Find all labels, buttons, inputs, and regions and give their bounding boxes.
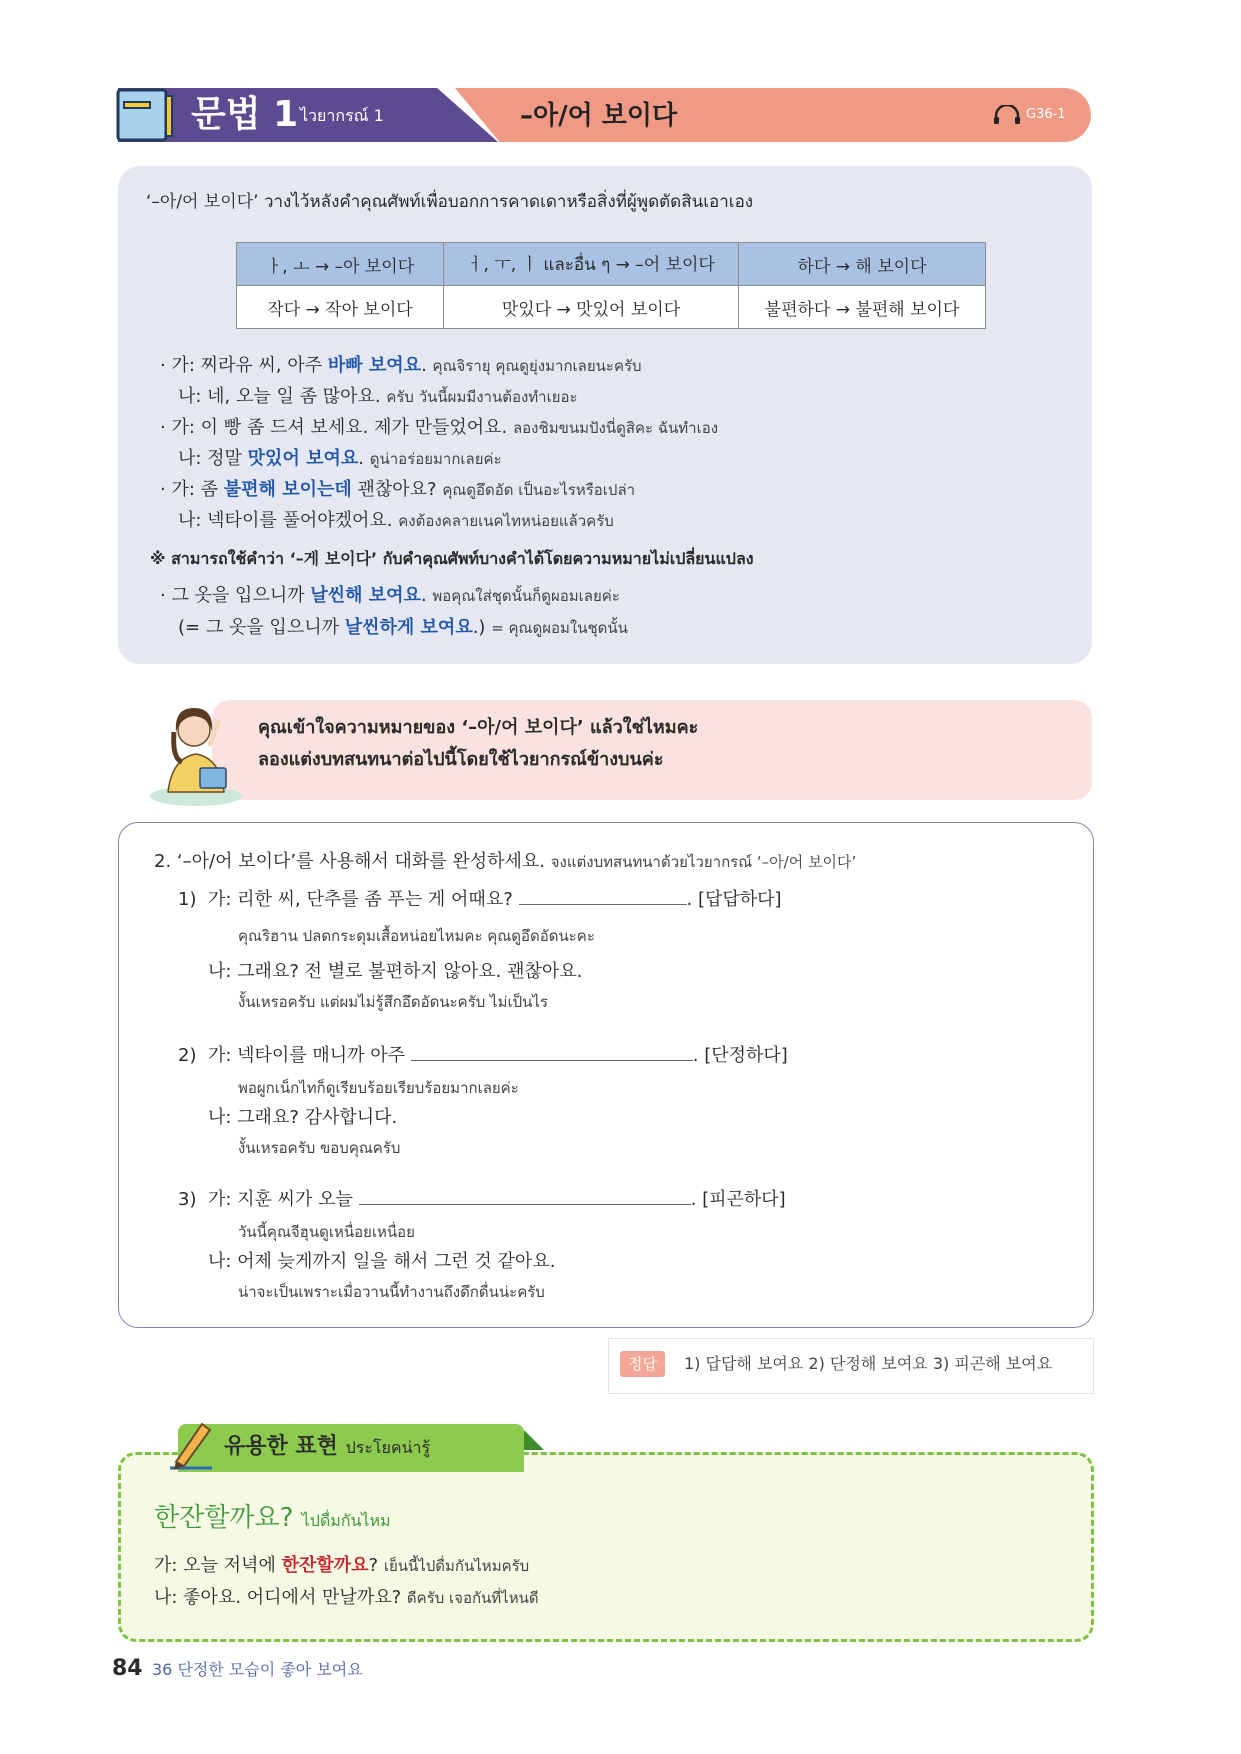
example-line	[178, 383, 578, 411]
item-ga: 가: 리한 씨, 단추를 좀 푸는 게 어때요?	[207, 889, 513, 910]
bullet: ·	[160, 417, 166, 438]
exercise-item-1	[178, 886, 782, 914]
example-line	[160, 476, 635, 504]
example-thai: = คุณดูผอมในชุดนั้น	[491, 619, 628, 637]
useful-line-ga	[154, 1552, 529, 1580]
useful-tab-title	[224, 1432, 430, 1463]
answer-label: 정답	[620, 1351, 665, 1377]
example-highlight: 날씬해 보여요	[310, 585, 421, 606]
item-hint: . [답답하다]	[686, 889, 782, 910]
useful-expression-box	[118, 1452, 1094, 1642]
example-text: 나: 네, 오늘 일 좀 많아요.	[178, 386, 381, 407]
example-thai: ดูน่าอร่อยมากเลยค่ะ	[369, 450, 502, 468]
example-text: (= 그 옷을 입으니까	[178, 617, 345, 638]
useful-tab-th: ประโยคน่ารู้	[345, 1438, 431, 1457]
exercise-title	[154, 848, 856, 876]
answer-blank[interactable]	[519, 886, 687, 905]
table-cell: 작다 → 작아 보이다	[237, 286, 444, 329]
example-text-end: 괜찮아요?	[351, 479, 437, 500]
answer-blank[interactable]	[411, 1042, 693, 1061]
item-number: 2)	[178, 1045, 197, 1066]
audio-track[interactable]	[992, 104, 1066, 126]
item-ga-thai: พอผูกเน็กไทก็ดูเรียบร้อยเรียบร้อยมากเลยค่ะ	[238, 1079, 519, 1097]
example-text: 가: 이 빵 좀 드셔 보세요. 제가 만들었어요.	[171, 417, 508, 438]
example-text: 가: 찌라유 씨, 아주	[171, 355, 328, 376]
exercise-item-2	[178, 1042, 788, 1070]
item-hint: . [피곤하다]	[690, 1189, 786, 1210]
headphones-icon	[992, 105, 1022, 125]
tab-fold	[524, 1430, 544, 1450]
pencil-icon	[166, 1418, 216, 1472]
answer-text: 1) 답답해 보여요 2) 단정해 보여요 3) 피곤해 보여요	[684, 1354, 1053, 1373]
item-na-thai: งั้นเหรอครับ ขอบคุณครับ	[238, 1139, 401, 1157]
usage-note: ※ สามารถใช้คำว่า ‘–게 보이다’ กับคำคุณศัพท์บางคำได้โดยความหมายไม่เปลี่ยนแปลง	[150, 549, 754, 568]
example-thai: คุณจิรายุ คุณดูยุ่งมากเลยนะครับ	[432, 357, 642, 375]
bullet: ·	[160, 479, 166, 500]
grammar-intro: ‘–아/어 보이다’ วางไว้หลังคำคุณศัพท์เพื่อบอกการคาดเดาหรือสิ่งที่ผู้พูดตัดสินเอาเอง	[146, 192, 754, 212]
example-thai: พอคุณใส่ชุดนั้นก็ดูผอมเลยค่ะ	[432, 587, 620, 605]
teacher-line-2: ลองแต่งบทสนทนาต่อไปนี้โดยใช้ไวยากรณ์ข้างบนค่ะ	[258, 749, 664, 770]
teacher-illustration	[146, 696, 246, 806]
useful-phrase-ko: 한잔할까요?	[154, 1503, 294, 1533]
page-subtitle: ไวยากรณ์ 1	[300, 106, 384, 125]
example-text-end: .	[358, 448, 365, 469]
example-text: 나: 넥타이를 풀어야겠어요.	[178, 510, 393, 531]
book-icon	[116, 86, 174, 144]
example-text-end: .)	[472, 617, 486, 638]
chapter-title: 36 단정한 모습이 좋아 보여요	[152, 1660, 363, 1679]
example-thai: ครับ วันนี้ผมมีงานต้องทำเยอะ	[386, 388, 578, 406]
item-na: 나: 어제 늦게까지 일을 해서 그런 것 같아요.	[208, 1251, 556, 1272]
table-cell: 맛있다 → 맛있어 보이다	[444, 286, 739, 329]
item-ga-thai: คุณริฮาน ปลดกระดุมเสื้อหน่อยไหมคะ คุณดูอึดอัดนะคะ	[238, 927, 595, 945]
example-highlight: 바빠 보여요	[327, 355, 422, 376]
item-ga: 가: 지훈 씨가 오늘	[207, 1189, 353, 1210]
useful-tab-ko: 유용한 표현	[224, 1434, 338, 1459]
example-thai: คงต้องคลายเนคไทหน่อยแล้วครับ	[398, 512, 614, 530]
exercise-title-th: จงแต่งบทสนทนาด้วยไวยากรณ์ ‘–아/어 보이다’	[550, 853, 857, 871]
useful-na-thai: ดีครับ เจอกันที่ไหนดี	[406, 1589, 539, 1607]
item-ga-thai: วันนี้คุณจีฮุนดูเหนื่อยเหนื่อย	[238, 1223, 415, 1241]
useful-ga-thai: เย็นนี้ไปดื่มกันไหมครับ	[383, 1557, 530, 1575]
table-header: ㅓ, ㅜ, ㅣ และอื่น ๆ → –어 보이다	[444, 243, 739, 286]
useful-na-text: 나: 좋아요. 어디에서 만날까요?	[154, 1587, 402, 1608]
item-hint: . [단정하다]	[692, 1045, 788, 1066]
example-line	[160, 414, 718, 442]
example-line	[178, 445, 502, 473]
item-na: 나: 그래요? 전 별로 불편하지 않아요. 괜찮아요.	[208, 961, 583, 982]
example-text-end: .	[420, 585, 427, 606]
example-text: · 그 옷을 입으니까	[160, 585, 311, 606]
example-highlight: 불편해 보이는데	[223, 479, 352, 500]
item-na: 나: 그래요? 감사합니다.	[208, 1107, 398, 1128]
item-na-thai: น่าจะเป็นเพราะเมื่อวานนี้ทำงานถึงดึกดื่นน่ะครับ	[238, 1283, 545, 1301]
useful-line-na	[154, 1584, 539, 1612]
example-thai: คุณดูอึดอัด เป็นอะไรหรือเปล่า	[442, 481, 636, 499]
table-header: ㅏ, ㅗ → –아 보이다	[237, 243, 444, 286]
note-example	[160, 582, 620, 610]
example-text: 나: 정말	[178, 448, 248, 469]
example-text: 가: 좀	[171, 479, 224, 500]
page-number: 84	[112, 1656, 143, 1681]
item-number: 3)	[178, 1189, 197, 1210]
grammar-point: –아/어 보이다	[520, 101, 678, 131]
useful-phrase	[154, 1500, 391, 1539]
useful-ga-highlight: 한잔할까요	[281, 1555, 369, 1576]
answer-blank[interactable]	[359, 1186, 691, 1205]
example-highlight: 맛있어 보여요	[247, 448, 359, 469]
bullet: ·	[160, 355, 166, 376]
item-number: 1)	[178, 889, 197, 910]
item-ga: 가: 넥타이를 매니까 아주	[207, 1045, 406, 1066]
example-line	[178, 507, 614, 535]
teacher-line-1: คุณเข้าใจความหมายของ ‘–아/어 보이다’ แล้วใช่ไหมคะ	[258, 717, 699, 738]
useful-ga-end: ?	[368, 1555, 379, 1576]
exercise-item-3	[178, 1186, 786, 1214]
table-header: 하다 → 해 보이다	[739, 243, 986, 286]
example-line	[160, 352, 642, 380]
audio-code: G36-1	[1026, 107, 1066, 122]
table-cell: 불편하다 → 불편해 보이다	[739, 286, 986, 329]
page-title: 문법 1	[191, 94, 299, 135]
conjugation-table	[236, 242, 986, 329]
exercise-title-ko: 2. ‘–아/어 보이다’를 사용해서 대화를 완성하세요.	[154, 851, 545, 872]
useful-phrase-th: ไปดื่มกันไหม	[301, 1511, 391, 1530]
item-na-thai: งั้นเหรอครับ แต่ผมไม่รู้สึกอึดอัดนะครับ ไม่เป็นไร	[238, 993, 548, 1011]
note-example	[178, 614, 628, 642]
useful-ga-text: 가: 오늘 저녁에	[154, 1555, 282, 1576]
example-text-end: .	[421, 355, 427, 376]
example-thai: ลองชิมขนมปังนี่ดูสิคะ ฉันทำเอง	[512, 419, 719, 437]
example-highlight: 날씬하게 보여요	[344, 617, 473, 638]
